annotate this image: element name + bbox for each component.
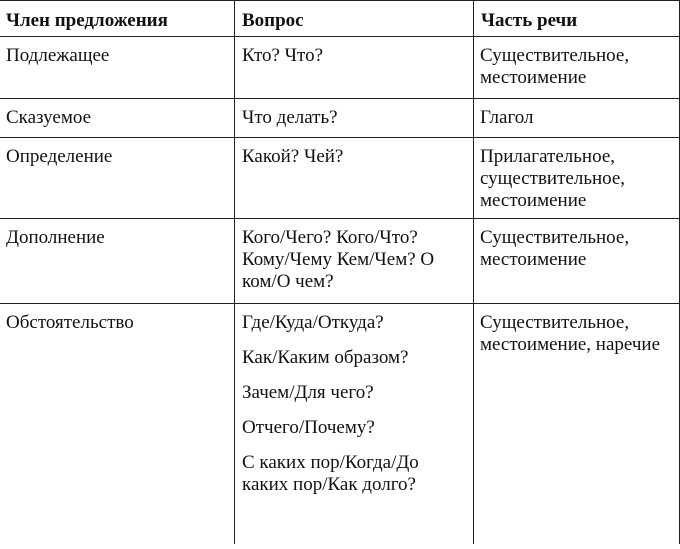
question-group <box>242 452 473 496</box>
question-text: каких пор/Как долго? <box>242 474 416 495</box>
part-of-speech-text: местоимение <box>480 190 587 211</box>
table-row <box>0 37 680 99</box>
question-text: ком/О чем? <box>242 271 334 292</box>
question-cell <box>235 99 474 138</box>
part-of-speech-cell <box>474 304 680 544</box>
table-row <box>0 99 680 138</box>
table-header-row <box>0 1 680 37</box>
header-part-of-speech: Часть речи <box>474 1 680 37</box>
question-cell <box>235 219 474 304</box>
question-text: Какой? Чей? <box>242 146 344 167</box>
question-text: Кого/Чего? Кого/Что? <box>242 227 418 248</box>
question-text: Кто? Что? <box>242 45 324 66</box>
part-of-speech-cell <box>474 219 680 304</box>
part-of-speech-text: местоимение, наречие <box>480 334 661 355</box>
member-cell: Сказуемое <box>0 99 235 138</box>
part-of-speech-text: Существительное, <box>480 227 630 248</box>
table-row <box>0 219 680 304</box>
member-cell: Обстоятельство <box>0 304 235 544</box>
question-text: Кому/Чему Кем/Чем? О <box>242 249 435 270</box>
member-cell: Подлежащее <box>0 37 235 99</box>
question-text: С каких пор/Когда/До <box>242 452 419 473</box>
question-group <box>242 312 473 334</box>
part-of-speech-text: Существительное, <box>480 45 630 66</box>
question-text: Как/Каким образом? <box>242 347 409 368</box>
part-of-speech-text: Глагол <box>480 107 534 128</box>
part-of-speech-text: местоимение <box>480 67 587 88</box>
part-of-speech-cell <box>474 99 680 138</box>
question-text: Отчего/Почему? <box>242 417 375 438</box>
part-of-speech-text: существительное, <box>480 168 626 189</box>
question-cell <box>235 304 474 544</box>
question-text: Что делать? <box>242 107 338 128</box>
part-of-speech-text: Прилагательное, <box>480 146 616 167</box>
member-cell: Дополнение <box>0 219 235 304</box>
part-of-speech-cell <box>474 37 680 99</box>
question-text: Зачем/Для чего? <box>242 382 374 403</box>
question-group <box>242 382 473 404</box>
header-question: Вопрос <box>235 1 474 37</box>
question-cell <box>235 37 474 99</box>
question-group <box>242 347 473 369</box>
part-of-speech-text: Существительное, <box>480 312 630 333</box>
question-cell <box>235 138 474 219</box>
question-group <box>242 417 473 439</box>
member-cell: Определение <box>0 138 235 219</box>
question-text: Где/Куда/Откуда? <box>242 312 384 333</box>
table-row <box>0 138 680 219</box>
part-of-speech-text: местоимение <box>480 249 587 270</box>
table-row <box>0 304 680 544</box>
header-member: Член предложения <box>0 1 235 37</box>
part-of-speech-cell <box>474 138 680 219</box>
